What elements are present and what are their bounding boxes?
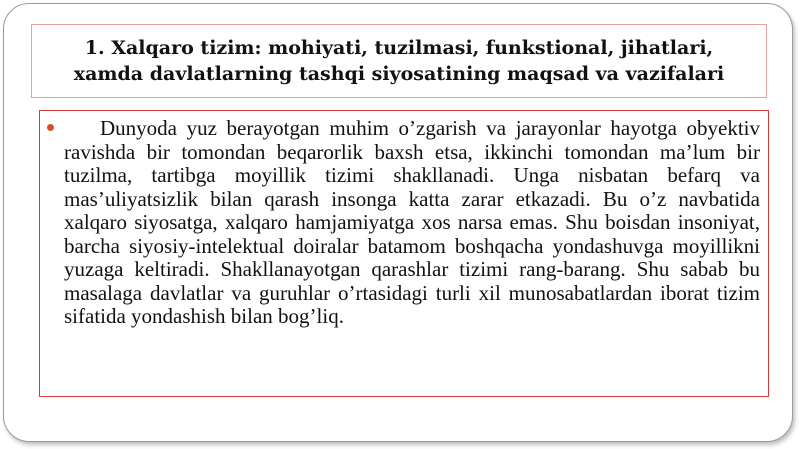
slide-title: 1. Xalqaro tizim: mohiyati, tuzilmasi, funkstional, jihatlari, xamda davlatlarning tashqi siyosatining maqsad va vazifalari [73,37,725,85]
bullet-dot-icon [47,124,54,131]
title-box [31,24,767,98]
slide [3,3,793,442]
body-box [39,110,769,397]
body-paragraph: Dunyoda yuz berayotgan muhim o’zgarish va jarayonlar hayotga obyektiv ravishda bir tomondan beqarorlik baxsh etsa, ikkinchi tomondan ma’lum bir tuzilma, tartibga moyillik tizimi shakllanadi. Unga nisbatan befarq va mas’uliyatsizlik bilan qarash insonga katta zarar etkazadi. Bu o’z navbatida xalqaro siyosatga, xalqaro hamjamiyatga xos narsa emas. Shu boisdan insoniyat, barcha siyosiy-intelektual doiralar batamom boshqacha yondashuvga moyillikni yuzaga keltiradi. Shakllanayotgan qarashlar tizimi rang-barang. Shu sabab bu masalaga davlatlar va guruhlar o’rtasidagi turli xil munosabatlardan iborat tizim sifatida yondashish bilan bog’liq. [64,116,760,328]
